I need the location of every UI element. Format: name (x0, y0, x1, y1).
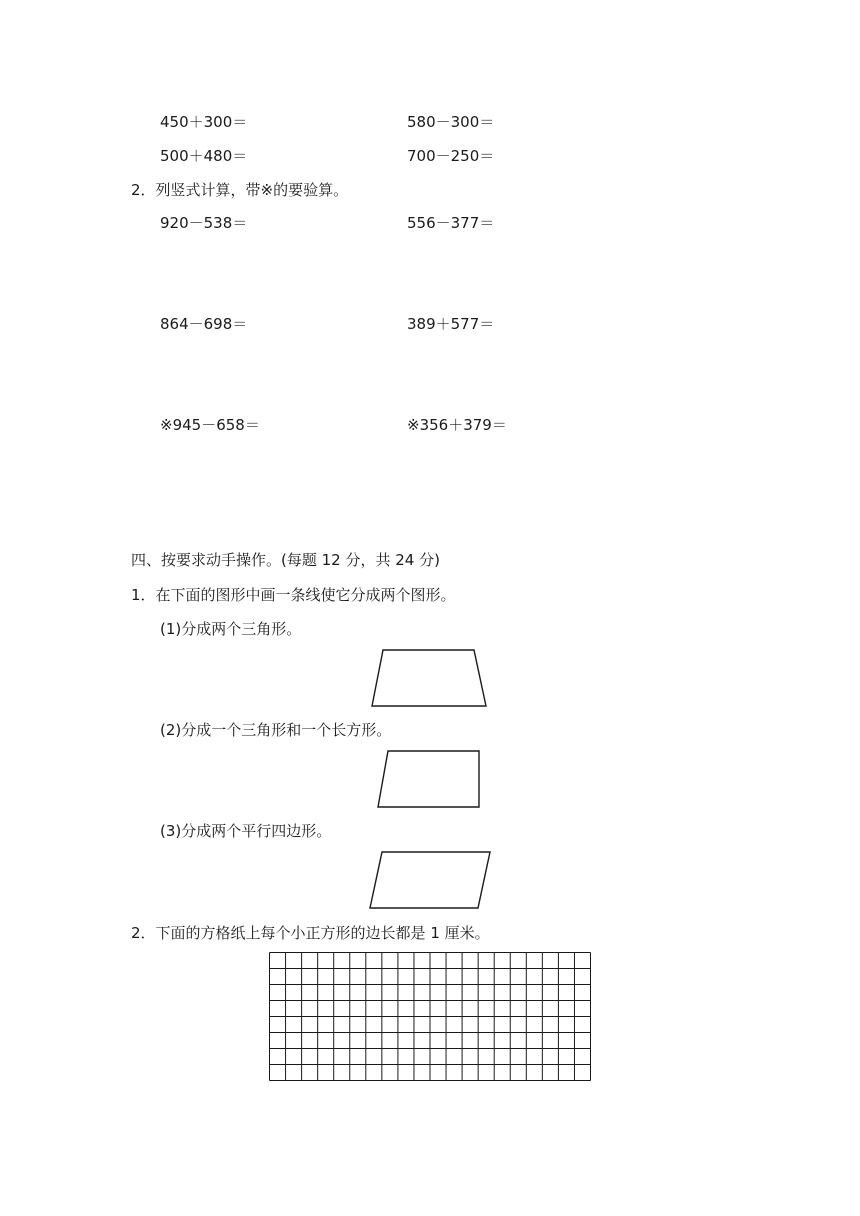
parallelogram-shape (370, 852, 490, 908)
vertical-calc-3: 864－698＝ (160, 315, 248, 333)
right-trapezoid-shape (378, 751, 479, 807)
section-4-title: 四、按要求动手操作。(每题 12 分，共 24 分) (131, 551, 440, 569)
grid-svg (269, 952, 591, 1081)
section-4-q2-label: 2．下面的方格纸上每个小正方形的边长都是 1 厘米。 (131, 924, 490, 942)
sub-question-2: (2)分成一个三角形和一个长方形。 (160, 721, 392, 739)
grid-paper (269, 952, 591, 1081)
vertical-calc-4: 389＋577＝ (407, 315, 495, 333)
sub-question-1: (1)分成两个三角形。 (160, 620, 302, 638)
oral-calc-3: 500＋480＝ (160, 147, 248, 165)
vertical-calc-6: ※356＋379＝ (407, 416, 507, 434)
vertical-calc-1: 920－538＝ (160, 214, 248, 232)
vertical-calc-2: 556－377＝ (407, 214, 495, 232)
question-2-label: 2．列竖式计算，带※的要验算。 (131, 181, 349, 199)
vertical-calc-5: ※945－658＝ (160, 416, 260, 434)
oral-calc-4: 700－250＝ (407, 147, 495, 165)
sub-question-3: (3)分成两个平行四边形。 (160, 822, 332, 840)
trapezoid-shape (372, 650, 486, 706)
oral-calc-2: 580－300＝ (407, 113, 495, 131)
section-4-q1-label: 1．在下面的图形中画一条线使它分成两个图形。 (131, 586, 456, 604)
oral-calc-1: 450＋300＝ (160, 113, 248, 131)
